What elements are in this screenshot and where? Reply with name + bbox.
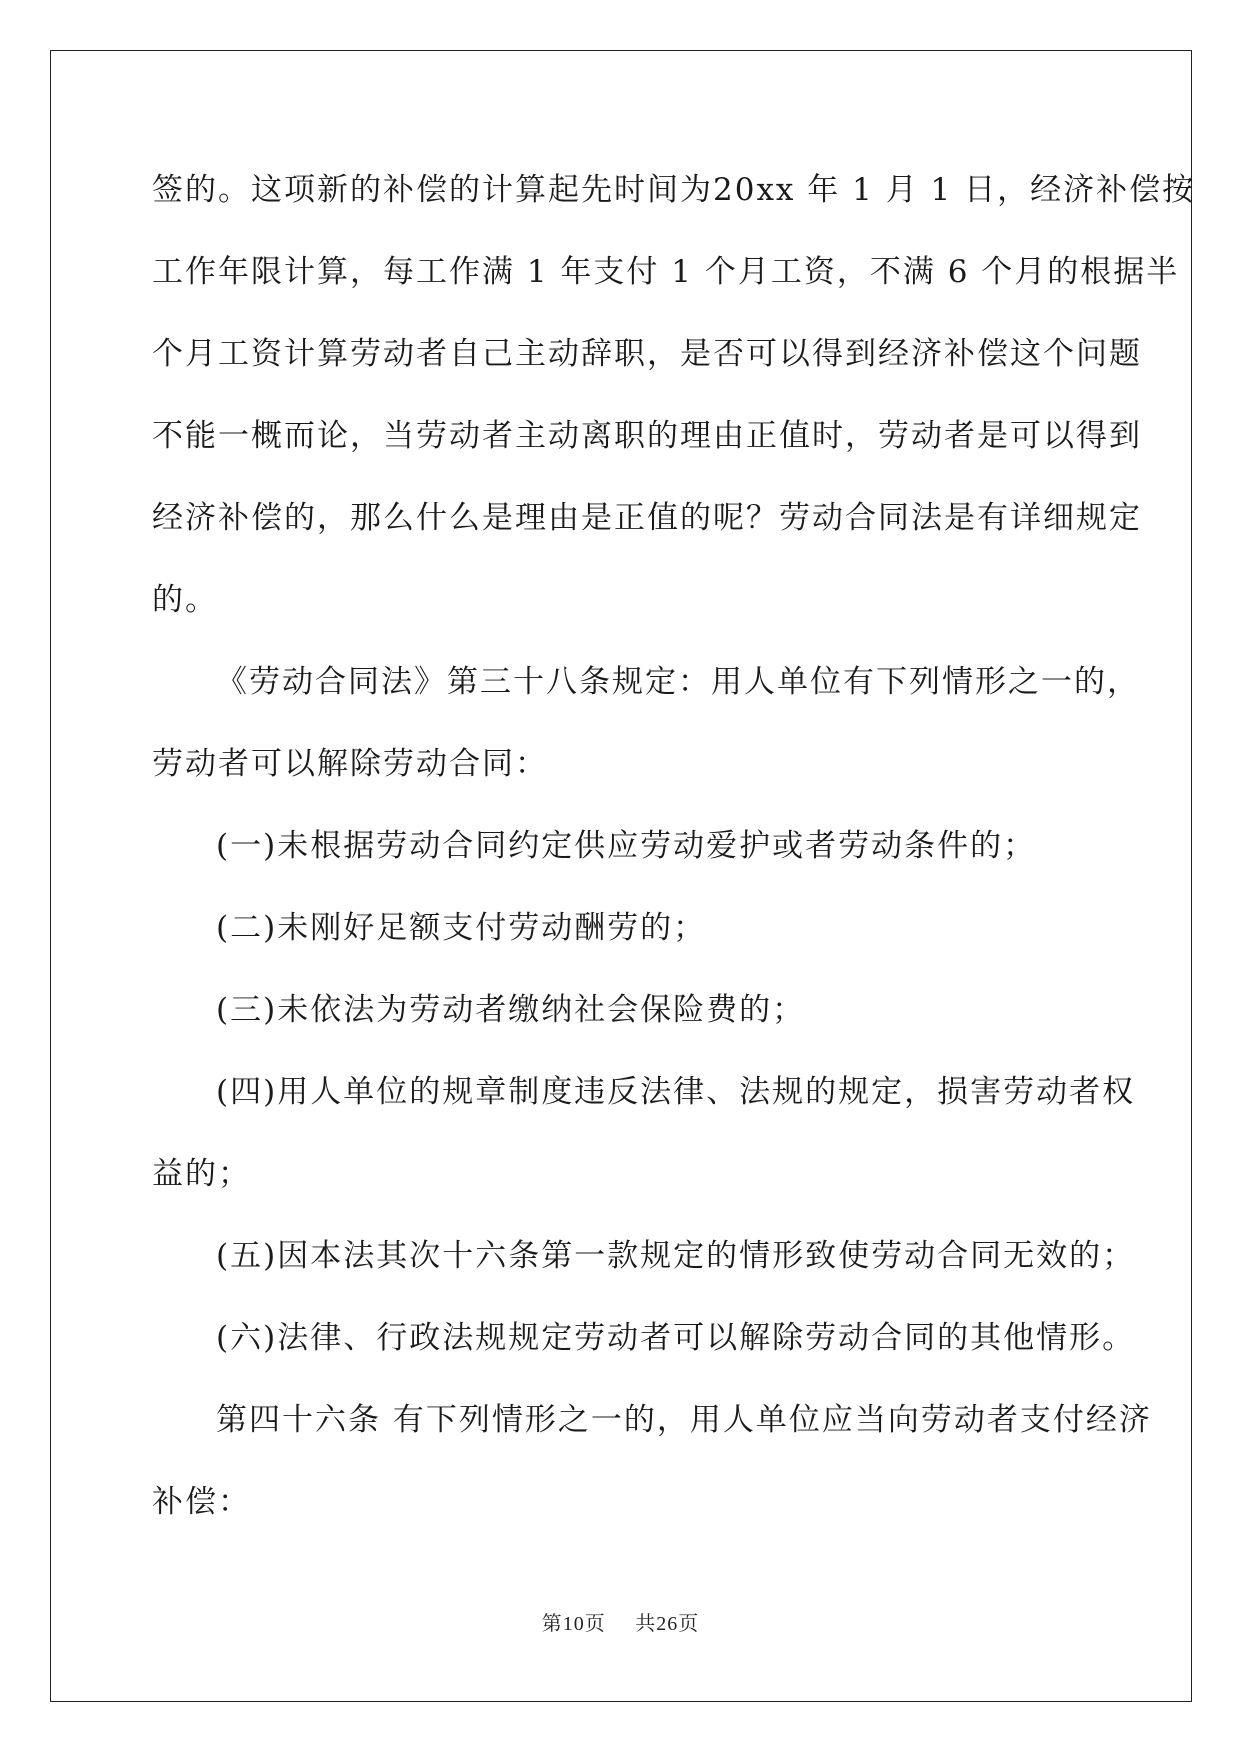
list-item: (三)未依法为劳动者缴纳社会保险费的； (216, 992, 806, 1028)
list-item: (六)法律、行政法规规定劳动者可以解除劳动合同的其他情形。 (216, 1320, 1136, 1356)
paragraph-line: 不能一概而论，当劳动者主动离职的理由正值时，劳动者是可以得到 (152, 418, 1142, 454)
footer-mid: 页 共 (584, 1611, 657, 1635)
list-item: (五)因本法其次十六条第一款规定的情形致使劳动合同无效的； (216, 1238, 1136, 1274)
paragraph-line: 第四十六条 有下列情形之一的，用人单位应当向劳动者支付经济 (216, 1402, 1152, 1438)
list-item: (一)未根据劳动合同约定供应劳动爱护或者劳动条件的； (216, 828, 1037, 864)
list-item-continuation: 益的； (152, 1156, 251, 1192)
page-footer (0, 1608, 1241, 1639)
paragraph-line: 签的。这项新的补偿的计算起先时间为20xx 年 1 月 1 日，经济补偿按 (152, 172, 1196, 208)
paragraph-line: 《劳动合同法》第三十八条规定：用人单位有下列情形之一的， (216, 664, 1140, 700)
current-page-number: 10 (562, 1613, 585, 1635)
total-page-count: 26 (656, 1613, 679, 1635)
paragraph-line: 的。 (152, 582, 218, 618)
paragraph-line: 补偿： (152, 1484, 251, 1520)
paragraph-line: 个月工资计算劳动者自己主动辞职，是否可以得到经济补偿这个问题 (152, 336, 1142, 372)
footer-suffix: 页 (678, 1611, 700, 1635)
footer-prefix: 第 (541, 1611, 563, 1635)
document-body (152, 160, 1196, 1554)
paragraph-line: 工作年限计算，每工作满 1 年支付 1 个月工资，不满 6 个月的根据半 (152, 254, 1180, 290)
paragraph-line: 经济补偿的，那么什么是理由是正值的呢？劳动合同法是有详细规定 (152, 500, 1142, 536)
paragraph-line: 劳动者可以解除劳动合同： (152, 746, 548, 782)
list-item: (二)未刚好足额支付劳动酬劳的； (216, 910, 707, 946)
list-item: (四)用人单位的规章制度违反法律、法规的规定，损害劳动者权 (216, 1074, 1136, 1110)
